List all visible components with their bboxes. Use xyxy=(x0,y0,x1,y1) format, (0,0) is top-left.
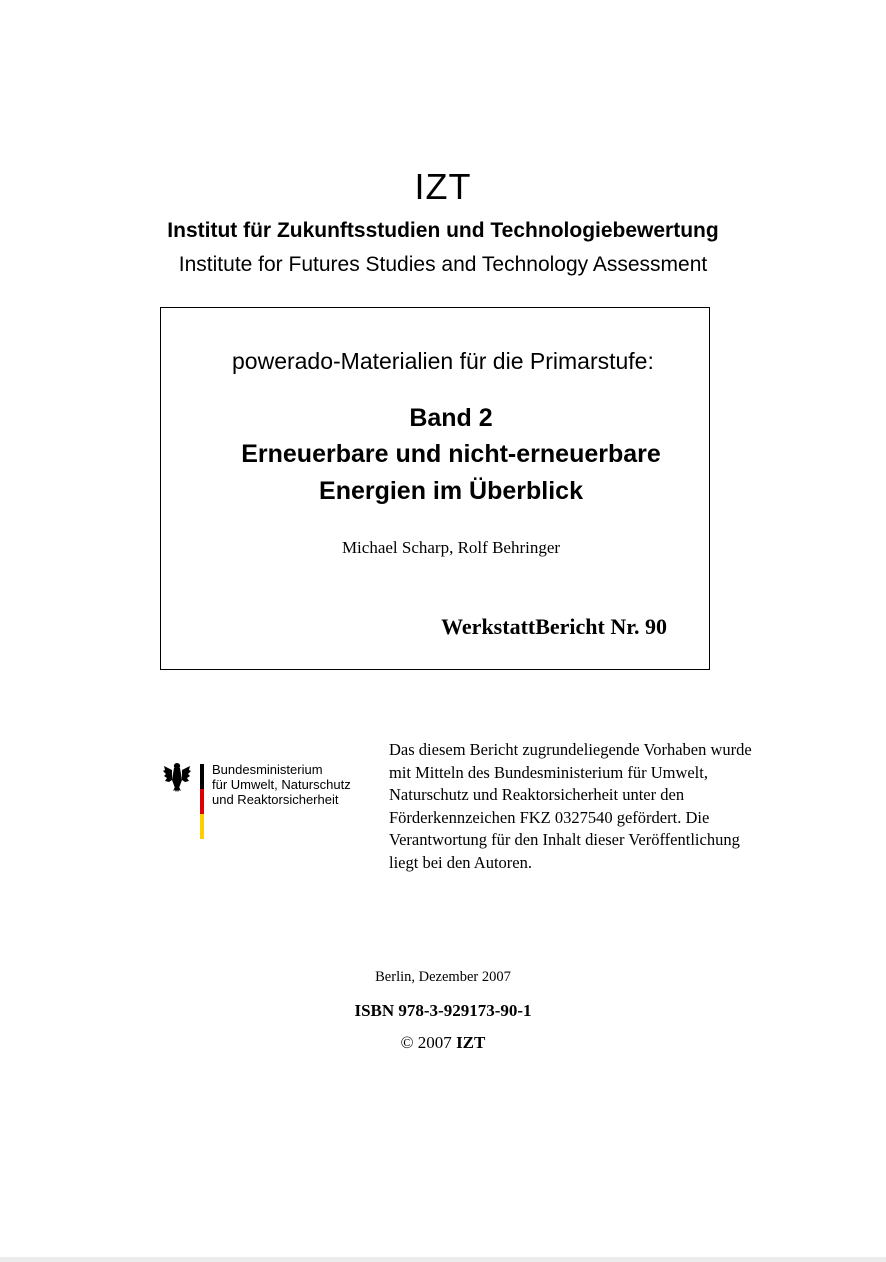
document-title-line-2: Energien im Überblick xyxy=(319,477,583,505)
federal-eagle-icon xyxy=(163,758,211,840)
series-title: powerado-Materialien für die Primarstufe: xyxy=(232,348,654,374)
copyright-prefix: © 2007 xyxy=(400,1033,452,1052)
volume-label: Band 2 xyxy=(409,404,493,432)
flag-stripe-red xyxy=(200,789,204,814)
copyright-holder: IZT xyxy=(456,1033,486,1052)
title-box xyxy=(160,307,710,670)
copyright xyxy=(0,1033,886,1053)
report-number: WerkstattBericht Nr. 90 xyxy=(441,614,667,639)
flag-stripe-gold xyxy=(200,814,204,839)
document-title-line-1: Erneuerbare und nicht-erneuerbare xyxy=(241,440,661,468)
institute-name-english: Institute for Futures Studies and Technology Assessment xyxy=(178,253,708,276)
ministry-name xyxy=(212,762,351,807)
funding-note: Das diesem Bericht zugrundeliegende Vorhaben wurde mit Mitteln des Bundesministerium für Umwelt, Naturschutz und Reaktorsicherheit unter den Förderkennzeichen FKZ 0327540 gefördert. Die Verantwortung für den Inhalt dieser Veröffentlichung liegt bei den Autoren. xyxy=(389,740,752,872)
ministry-name-line-2: für Umwelt, Naturschutz xyxy=(212,777,351,792)
isbn: ISBN 978-3-929173-90-1 xyxy=(354,1001,532,1020)
authors: Michael Scharp, Rolf Behringer xyxy=(341,538,561,557)
page-bottom-edge xyxy=(0,1257,886,1262)
flag-stripe-black xyxy=(200,764,204,789)
ministry-name-line-1: Bundesministerium xyxy=(212,762,323,777)
institute-name-german: Institut für Zukunftsstudien und Technologiebewertung xyxy=(167,219,719,242)
place-and-date: Berlin, Dezember 2007 xyxy=(375,969,511,985)
ministry-name-line-3: und Reaktorsicherheit xyxy=(212,792,339,807)
institute-acronym: IZT xyxy=(414,166,472,207)
